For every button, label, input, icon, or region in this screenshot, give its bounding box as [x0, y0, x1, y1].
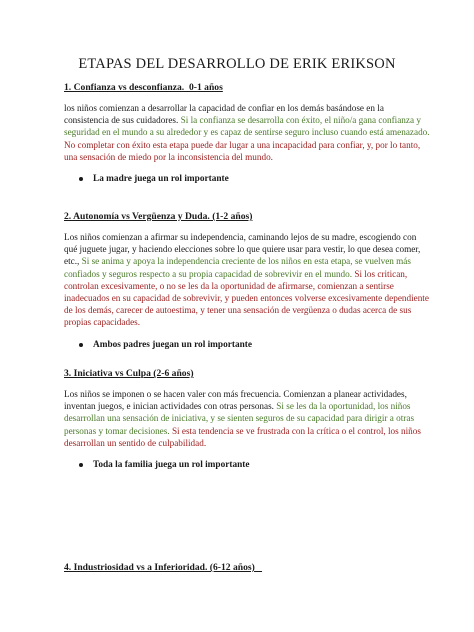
section-paragraph	[64, 388, 430, 449]
section-autonomy	[64, 211, 430, 350]
paragraph-negative-text: Si los critican, controlan excesivamente, o no se les da la oportunidad de afirmarse, comienzan a sentirse inadecuados en su capacidad de sobrevivir, y pueden entonces volverse excesivamente dependiente de los demás, carecer de autoestima, y tener una sensación de vergüenza o dudas acerca de sus propias capacidades.	[64, 268, 429, 328]
paragraph-negative-text: No completar con éxito esta etapa puede dar lugar a una incapacidad para confiar, y, por lo tanto, una sensación de miedo por la inconsistencia del mundo.	[64, 139, 421, 162]
section-initiative	[64, 368, 430, 470]
section-heading: 3. Iniciativa vs Culpa (2-6 años)	[64, 368, 194, 379]
bullet-dot-icon	[79, 177, 83, 181]
bullet-dot-icon	[79, 343, 83, 347]
bullet-text: La madre juega un rol importante	[93, 174, 229, 185]
paragraph-positive-text: Si se anima y apoya la independencia creciente de los niños en esta etapa, se vuelven más confiados y seguros respecto a su propia capacidad de sobrevivir en el mundo.	[64, 256, 411, 279]
section-paragraph	[64, 102, 430, 163]
paragraph-text: los niños comienzan a desarrollar la capacidad de confiar en los demás basándose en la consistencia de sus cuidadores.	[64, 103, 384, 126]
bullet-dot-icon	[79, 463, 83, 467]
section-paragraph	[64, 231, 430, 329]
section-heading: 4. Industriosidad vs a Inferioridad. (6-12 años)	[64, 562, 263, 573]
paragraph-positive-text: Si la confianza se desarrolla con éxito, el niño/a gana confianza y seguridad en el mundo a su alrededor y es capaz de sentirse seguro incluso cuando está amenazado.	[64, 115, 430, 138]
bullet-text: Toda la familia juega un rol importante	[93, 460, 250, 471]
section-industry	[64, 562, 430, 582]
paragraph-positive-text: Si se les da la oportunidad, los niños desarrollan una sensación de iniciativa, y se sienten seguros de su capacidad para dirigir a otras personas y tomar decisiones.	[64, 401, 415, 436]
bullet-text: Ambos padres juegan un rol importante	[93, 339, 253, 350]
section-heading: 2. Autonomía vs Vergüenza y Duda. (1-2 años)	[64, 211, 253, 222]
paragraph-negative-text: Si esta tendencia se ve frustrada con la crítica o el control, los niños desarrollan un sentido de culpabilidad.	[64, 425, 421, 448]
section-heading: 1. Confianza vs desconfianza. 0-1 años	[64, 82, 223, 93]
bullet-item	[64, 460, 430, 470]
bullet-item	[64, 174, 430, 184]
document-title: ETAPAS DEL DESARROLLO DE ERIK ERIKSON	[78, 56, 396, 72]
section-trust	[64, 82, 430, 184]
bullet-item	[64, 340, 430, 350]
paragraph-text: Los niños comienzan a afirmar su independencia, caminando lejos de su madre, escogiendo con qué juguete jugar, y haciendo elecciones sobre lo que quiere usar para vestir, lo que desea comer, etc.,	[64, 232, 421, 267]
paragraph-text: Los niños se imponen o se hacen valer con más frecuencia. Comienzan a planear actividades, inventan juegos, e inician actividades con otras personas.	[64, 389, 407, 412]
